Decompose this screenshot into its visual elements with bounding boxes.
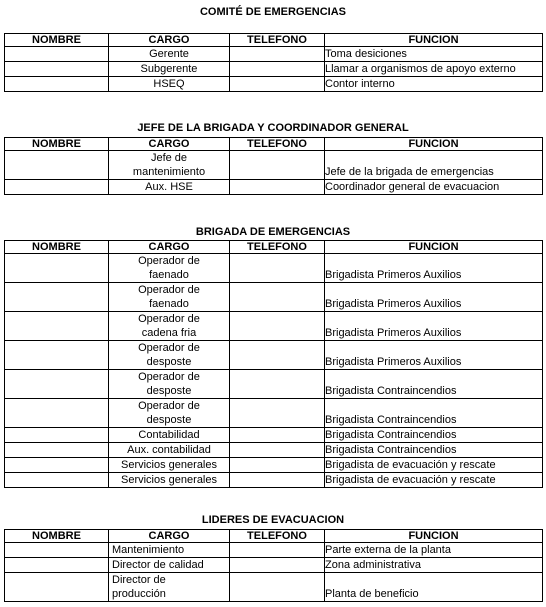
table-row [5, 458, 543, 473]
cargo-cell [109, 443, 230, 458]
table-header-row [5, 530, 543, 543]
cargo-line: Subgerente [140, 63, 198, 75]
nombre-cell [5, 283, 109, 312]
cargo-line: Director de calidad [112, 559, 204, 571]
cargo-cell [109, 341, 230, 370]
nombre-cell [5, 312, 109, 341]
telefono-cell [230, 399, 325, 428]
cargo-cell [109, 573, 230, 602]
telefono-cell [230, 254, 325, 283]
table-row [5, 341, 543, 370]
nombre-cell [5, 62, 109, 77]
cargo-cell [109, 473, 230, 488]
table-row [5, 180, 543, 195]
header-nombre: NOMBRE [5, 34, 109, 47]
nombre-cell [5, 180, 109, 195]
funcion-cell: Jefe de la brigada de emergencias [325, 151, 543, 180]
cargo-line: cadena fria [141, 327, 197, 339]
header-telefono: TELEFONO [230, 241, 325, 254]
header-cargo: CARGO [109, 34, 230, 47]
table-row [5, 254, 543, 283]
telefono-cell [230, 180, 325, 195]
telefono-cell [230, 151, 325, 180]
table-row [5, 151, 543, 180]
funcion-cell: Llamar a organismos de apoyo externo [325, 62, 543, 77]
cargo-cell [109, 283, 230, 312]
nombre-cell [5, 47, 109, 62]
cargo-line: Operador de [138, 284, 200, 296]
nombre-cell [5, 558, 109, 573]
telefono-cell [230, 341, 325, 370]
table-row [5, 543, 543, 558]
cargo-line: Operador de [138, 255, 200, 267]
section-title-jefe-brigada: JEFE DE LA BRIGADA Y COORDINADOR GENERAL [137, 122, 409, 134]
table-row [5, 77, 543, 92]
table-comite [4, 33, 543, 92]
nombre-cell [5, 573, 109, 602]
header-telefono: TELEFONO [230, 138, 325, 151]
header-funcion: FUNCION [325, 34, 543, 47]
header-telefono: TELEFONO [230, 34, 325, 47]
funcion-cell: Zona administrativa [325, 558, 543, 573]
telefono-cell [230, 443, 325, 458]
cargo-line: Operador de [138, 342, 200, 354]
nombre-cell [5, 341, 109, 370]
cargo-line: faenado [149, 269, 189, 281]
funcion-cell: Brigadista Contraincendios [325, 399, 543, 428]
funcion-cell: Brigadista Primeros Auxilios [325, 312, 543, 341]
telefono-cell [230, 558, 325, 573]
table-header-row [5, 138, 543, 151]
cargo-line: desposte [146, 356, 192, 368]
section-title-lideres: LIDERES DE EVACUACION [201, 514, 345, 526]
telefono-cell [230, 312, 325, 341]
cargo-cell [109, 370, 230, 399]
header-funcion: FUNCION [325, 241, 543, 254]
section-title-comite: COMITÉ DE EMERGENCIAS [199, 6, 347, 18]
cargo-line: desposte [146, 385, 192, 397]
header-cargo: CARGO [109, 241, 230, 254]
cargo-cell [109, 312, 230, 341]
funcion-cell: Brigadista Primeros Auxilios [325, 341, 543, 370]
table-row [5, 573, 543, 602]
telefono-cell [230, 458, 325, 473]
nombre-cell [5, 543, 109, 558]
funcion-cell: Planta de beneficio [325, 573, 543, 602]
cargo-line: Aux. contabilidad [127, 444, 211, 456]
cargo-cell [109, 558, 230, 573]
cargo-line: mantenimiento [132, 166, 206, 178]
nombre-cell [5, 428, 109, 443]
funcion-cell: Brigadista Contraincendios [325, 428, 543, 443]
cargo-line: Aux. HSE [145, 181, 193, 193]
nombre-cell [5, 399, 109, 428]
header-nombre: NOMBRE [5, 530, 109, 543]
telefono-cell [230, 77, 325, 92]
table-row [5, 283, 543, 312]
funcion-cell: Brigadista Primeros Auxilios [325, 283, 543, 312]
cargo-line: Operador de [138, 400, 200, 412]
cargo-line: Gerente [149, 48, 189, 60]
funcion-cell: Brigadista Contraincendios [325, 443, 543, 458]
telefono-cell [230, 473, 325, 488]
table-row [5, 558, 543, 573]
cargo-line: Servicios generales [121, 459, 217, 471]
nombre-cell [5, 473, 109, 488]
cargo-cell [109, 151, 230, 180]
funcion-cell: Brigadista Contraincendios [325, 370, 543, 399]
cargo-line: Servicios generales [121, 474, 217, 486]
header-nombre: NOMBRE [5, 138, 109, 151]
cargo-cell [109, 399, 230, 428]
telefono-cell [230, 543, 325, 558]
funcion-cell: Toma desiciones [325, 47, 543, 62]
table-row [5, 312, 543, 341]
funcion-cell: Brigadista de evacuación y rescate [325, 473, 543, 488]
table-row [5, 370, 543, 399]
telefono-cell [230, 428, 325, 443]
funcion-cell: Coordinador general de evacuacion [325, 180, 543, 195]
nombre-cell [5, 370, 109, 399]
table-row [5, 47, 543, 62]
table-lideres [4, 529, 543, 602]
table-brigada [4, 240, 543, 488]
cargo-line: Director de [112, 574, 166, 586]
cargo-cell [109, 458, 230, 473]
table-row [5, 473, 543, 488]
cargo-cell [109, 77, 230, 92]
cargo-cell [109, 428, 230, 443]
cargo-cell [109, 180, 230, 195]
funcion-cell: Brigadista de evacuación y rescate [325, 458, 543, 473]
table-header-row [5, 241, 543, 254]
header-nombre: NOMBRE [5, 241, 109, 254]
cargo-line: producción [112, 588, 166, 600]
nombre-cell [5, 77, 109, 92]
header-telefono: TELEFONO [230, 530, 325, 543]
table-row [5, 62, 543, 77]
cargo-line: desposte [146, 414, 192, 426]
cargo-cell [109, 62, 230, 77]
cargo-cell [109, 543, 230, 558]
telefono-cell [230, 62, 325, 77]
cargo-line: Operador de [138, 313, 200, 325]
header-funcion: FUNCION [325, 138, 543, 151]
telefono-cell [230, 573, 325, 602]
nombre-cell [5, 458, 109, 473]
cargo-cell [109, 47, 230, 62]
telefono-cell [230, 370, 325, 399]
cargo-cell [109, 254, 230, 283]
cargo-line: Operador de [138, 371, 200, 383]
table-header-row [5, 34, 543, 47]
header-cargo: CARGO [109, 138, 230, 151]
header-cargo: CARGO [109, 530, 230, 543]
cargo-line: HSEQ [153, 78, 185, 90]
table-jefe-brigada [4, 137, 543, 195]
nombre-cell [5, 443, 109, 458]
table-row [5, 443, 543, 458]
funcion-cell: Parte externa de la planta [325, 543, 543, 558]
telefono-cell [230, 283, 325, 312]
cargo-line: Contabilidad [138, 429, 200, 441]
header-funcion: FUNCION [325, 530, 543, 543]
table-row [5, 428, 543, 443]
funcion-cell: Contor interno [325, 77, 543, 92]
telefono-cell [230, 47, 325, 62]
cargo-line: Jefe de [150, 152, 188, 164]
nombre-cell [5, 254, 109, 283]
nombre-cell [5, 151, 109, 180]
cargo-line: Mantenimiento [112, 544, 185, 556]
table-row [5, 399, 543, 428]
funcion-cell: Brigadista Primeros Auxilios [325, 254, 543, 283]
section-title-brigada: BRIGADA DE EMERGENCIAS [195, 226, 351, 238]
cargo-line: faenado [149, 298, 189, 310]
